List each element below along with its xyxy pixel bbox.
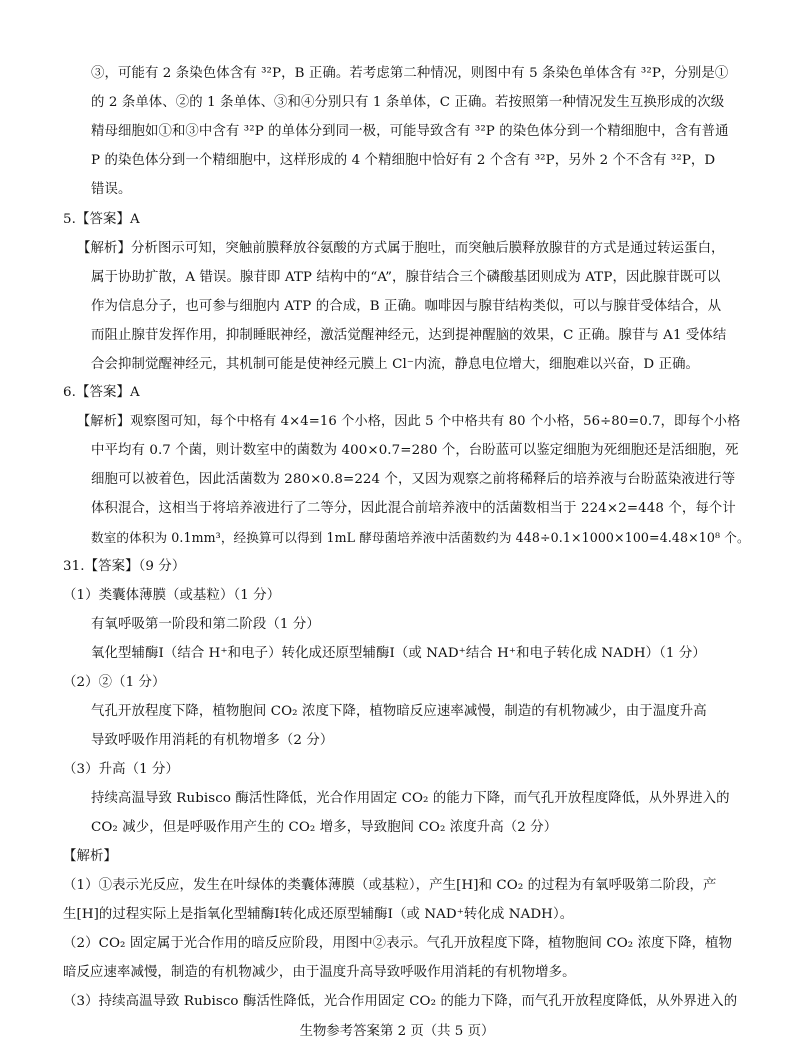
text-line: 作为信息分子，也可参与细胞内 ATP 的合成，B 正确。咖啡因与腺苷结构类似，可以与腺苷受体结合，从 <box>91 299 722 314</box>
text-line: CO₂ 减少，但是呼吸作用产生的 CO₂ 增多，导致胞间 CO₂ 浓度升高（2 分） <box>91 820 558 835</box>
text-line: ③，可能有 2 条染色体含有 ³²P，B 正确。若考虑第二种情况，则图中有 5 条染色单体含有 ³²P，分别是① <box>91 66 729 81</box>
text-line: （2）②（1 分） <box>63 675 166 690</box>
text-line: 错误。 <box>91 182 132 197</box>
text-line: （3）升高（1 分） <box>63 762 180 777</box>
analysis-heading: 【解析】 <box>63 849 117 864</box>
answer-heading: 6.【答案】A <box>63 385 140 400</box>
text-line: （3）持续高温导致 Rubisco 酶活性降低，光合作用固定 CO₂ 的能力下降，而气孔开放程度降低，从外界进入的 <box>63 994 738 1009</box>
text-line: 气孔开放程度下降，植物胞间 CO₂ 浓度下降，植物暗反应速率减慢，制造的有机物减少，由于温度升高 <box>91 704 707 719</box>
text-line: 导致呼吸作用消耗的有机物增多（2 分） <box>91 733 334 748</box>
text-line: 精母细胞如①和③中含有 ³²P 的单体分到同一极，可能导致含有 ³²P 的染色体分到一个精细胞中，含有普通 <box>91 124 729 139</box>
text-line: 【解析】观察图可知，每个中格有 4×4=16 个小格，因此 5 个中格共有 80 个小格，56÷80=0.7，即每个小格 <box>77 414 741 429</box>
text-line: 【解析】分析图示可知，突触前膜释放谷氨酸的方式属于胞吐，而突触后膜释放腺苷的方式是通过转运蛋白， <box>77 241 725 256</box>
text-line: 合会抑制觉醒神经元，其机制可能是使神经元膜上 Cl⁻内流，静息电位增大，细胞难以兴奋，D 正确。 <box>91 357 700 372</box>
page-footer: 生物参考答案第 2 页（共 5 页） <box>299 1024 495 1039</box>
text-line: 氧化型辅酶Ⅰ（结合 H⁺和电子）转化成还原型辅酶Ⅰ（或 NAD⁺结合 H⁺和电子转化成 NADH）（1 分） <box>91 646 706 661</box>
text-line: 属于协助扩散，A 错误。腺苷即 ATP 结构中的“A”，腺苷结合三个磷酸基团则成为 ATP，因此腺苷既可以 <box>91 270 721 285</box>
answer-heading: 5.【答案】A <box>63 212 140 227</box>
text-line: （2）CO₂ 固定属于光合作用的暗反应阶段，用图中②表示。气孔开放程度下降，植物胞间 CO₂ 浓度下降，植物 <box>63 936 733 951</box>
text-line: 体积混合，这相当于将培养液进行了二等分，因此混合前培养液中的活菌数相当于 224×2=448 个，每个计 <box>91 501 736 516</box>
text-line: 中平均有 0.7 个菌，则计数室中的菌数为 400×0.7=280 个，台盼蓝可以鉴定细胞为死细胞还是活细胞，死 <box>91 443 739 458</box>
text-line: 的 2 条单体、②的 1 条单体、③和④分别只有 1 条单体，C 正确。若按照第一种情况发生互换形成的次级 <box>91 95 725 110</box>
text-line: （1）类囊体薄膜（或基粒）（1 分） <box>63 588 281 603</box>
text-line: 有氧呼吸第一阶段和第二阶段（1 分） <box>91 617 320 632</box>
text-line: （1）①表示光反应，发生在叶绿体的类囊体薄膜（或基粒），产生[H]和 CO₂ 的过程为有氧呼吸第二阶段，产 <box>63 878 717 893</box>
text-line: 生[H]的过程实际上是指氧化型辅酶Ⅰ转化成还原型辅酶Ⅰ（或 NAD⁺转化成 NADH）。 <box>63 907 574 922</box>
text-line: P 的染色体分到一个精细胞中，这样形成的 4 个精细胞中恰好有 2 个含有 ³²P，另外 2 个不含有 ³²P，D <box>91 153 716 168</box>
answer-heading: 31.【答案】（9 分） <box>63 559 186 574</box>
text-line: 持续高温导致 Rubisco 酶活性降低，光合作用固定 CO₂ 的能力下降，而气孔开放程度降低，从外界进入的 <box>91 791 730 806</box>
text-line: 暗反应速率减慢，制造的有机物减少，由于温度升高导致呼吸作用消耗的有机物增多。 <box>63 965 576 980</box>
text-line: 而阻止腺苷发挥作用，抑制睡眠神经，激活觉醒神经元，达到提神醒脑的效果，C 正确。腺苷与 A1 受体结 <box>91 328 727 343</box>
text-line: 数室的体积为 0.1mm³，经换算可以得到 1mL 酵母菌培养液中活菌数约为 448÷0.1×1000×100=4.48×10⁸ 个。 <box>91 530 750 545</box>
text-line: 细胞可以被着色，因此活菌数为 280×0.8=224 个，又因为观察之前将稀释后的培养液与台盼蓝染液进行等 <box>91 472 736 487</box>
